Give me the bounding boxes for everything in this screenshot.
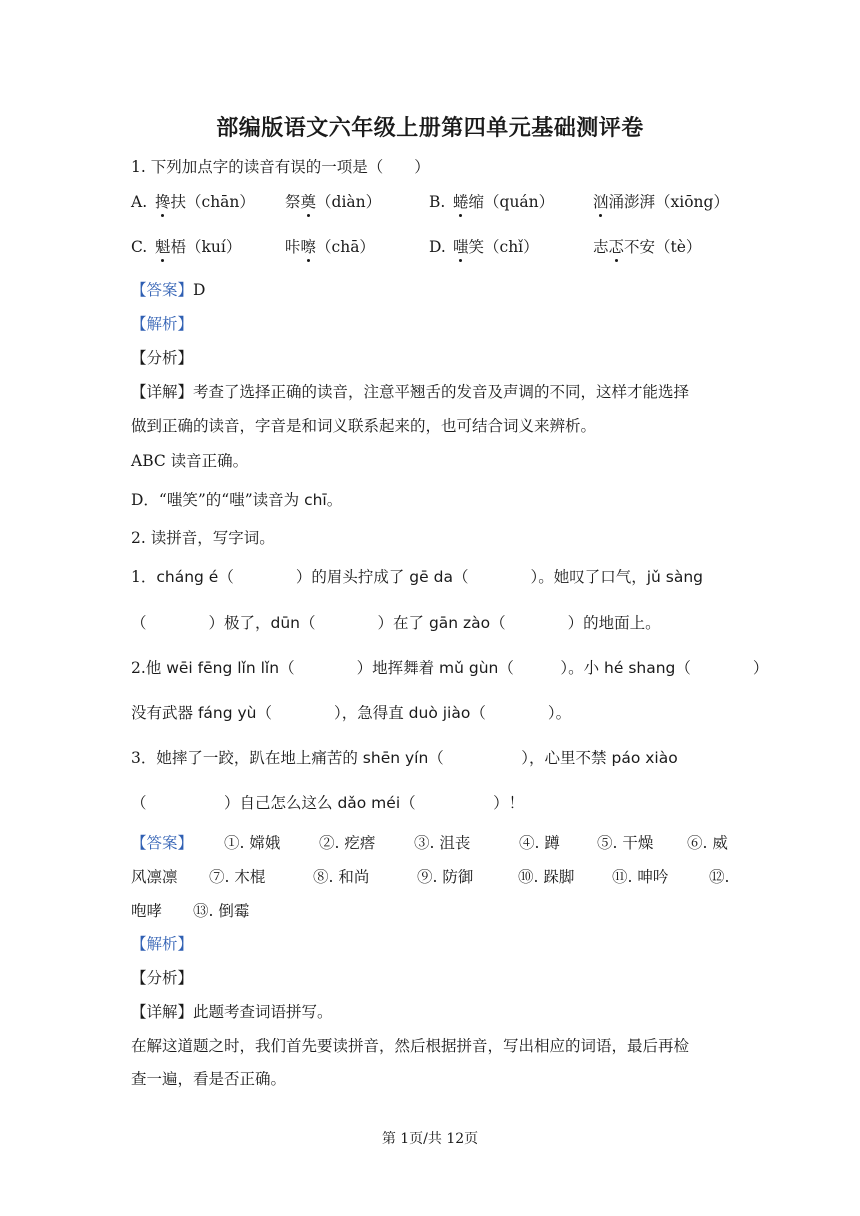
answer-item: ①. 嫦娥 — [224, 834, 281, 852]
question-1-stem: 1. 下列加点字的读音有误的一项是（ ） — [131, 158, 430, 176]
option-a-label: A. — [131, 193, 148, 211]
q2-detail-line-2: 在解这道题之时，我们首先要读拼音，然后根据拼音，写出相应的词语，最后再检 — [131, 1037, 690, 1055]
option-b-word-2: 汹涌澎湃（xiōng） — [593, 193, 729, 211]
answer-item: ⑧. 和尚 — [313, 868, 370, 886]
answer-item: ④. 蹲 — [519, 834, 560, 852]
dotted-char: 汹 — [593, 193, 609, 211]
option-d-word-1: 嗤笑（chǐ） — [453, 238, 539, 256]
pinyin: chī — [304, 491, 327, 509]
q1-d-note: D．“嗤笑”的“嗤”读音为 chī。 — [131, 491, 343, 509]
q2-detail-line-3: 查一遍，看是否正确。 — [131, 1070, 287, 1088]
dotted-char: 忑 — [608, 238, 625, 256]
detail-tag: 【详解】 — [131, 1003, 194, 1021]
q2-sentence-2-line-2: 没有武器 fáng yù（ ），急得直 duò jiào（ ）。 — [131, 704, 572, 722]
option-a-word-1: 搀扶（chān） — [155, 193, 255, 211]
q1-detail-line-1: 【详解】考查了选择正确的读音，注意平翘舌的发音及声调的不同，这样才能选择 — [131, 383, 690, 401]
answer-tag: 【答案】 — [131, 834, 194, 852]
option-a-word-2: 祭奠（diàn） — [285, 193, 382, 211]
dotted-char: 嚓 — [300, 238, 317, 256]
page-title: 部编版语文六年级上册第四单元基础测评卷 — [216, 115, 644, 141]
dotted-char: 搀 — [155, 193, 171, 211]
q2-sentence-3-line-1: 3．她摔了一跤，趴在地上痛苦的 shēn yín（ ），心里不禁 páo xiào — [131, 749, 678, 767]
answer-tag: 【答案】 — [131, 281, 194, 299]
answer-item: ②. 疙瘩 — [319, 834, 376, 852]
answer-item: ⑪. 呻吟 — [612, 868, 669, 886]
dotted-char: 魁 — [155, 238, 171, 256]
option-b-word-1: 蜷缩（quán） — [453, 193, 555, 211]
q2-detail-line-1: 【详解】此题考查词语拼写。 — [131, 1003, 333, 1021]
q1-row-cd — [131, 236, 731, 260]
q1-fenxi-tag: 【分析】 — [131, 349, 194, 367]
option-c-word-1: 魁梧（kuí） — [155, 238, 242, 256]
option-b-label: B. — [429, 193, 446, 211]
page-footer: 第 1页/共 12页 — [381, 1131, 479, 1147]
q2-analysis-tag: 【解析】 — [131, 935, 194, 953]
question-2-stem: 2. 读拼音，写字词。 — [131, 529, 275, 547]
answer-item: ⑨. 防御 — [417, 868, 474, 886]
answer-item: ⑤. 干燥 — [597, 834, 654, 852]
q1-answer — [131, 279, 205, 301]
q2-answer-line-1 — [131, 832, 731, 854]
answer-item: 咆哮 — [131, 902, 163, 920]
detail-tag: 【详解】 — [131, 383, 194, 401]
q1-abc-note: ABC 读音正确。 — [131, 452, 249, 470]
answer-item: ⑥. 威 — [687, 834, 728, 852]
answer-item: 风凛凛 — [131, 868, 178, 886]
answer-item: ⑫. — [709, 868, 730, 886]
q2-sentence-3-line-2: （ ）自己怎么这么 dǎo méi（ ）！ — [131, 794, 525, 812]
q2-fenxi-tag: 【分析】 — [131, 969, 194, 987]
answer-item: ③. 沮丧 — [414, 834, 471, 852]
dotted-char: 嗤 — [453, 238, 469, 256]
q2-answer-line-3 — [131, 900, 731, 922]
q1-row-ab — [131, 191, 731, 215]
q2-sentence-2-line-1: 2.他 wēi fēng lǐn lǐn（ ）地挥舞着 mǔ gùn（ ）。小 hé shang（ ） — [131, 659, 769, 677]
q2-sentence-1-line-1: 1．cháng é（ ）的眉头拧成了 gē da（ ）。她叹了口气，jǔ sàng — [131, 568, 703, 586]
answer-item: ⑬. 倒霉 — [193, 902, 250, 920]
q2-sentence-1-line-2: （ ）极了，dūn（ ）在了 gān zào（ ）的地面上。 — [131, 614, 661, 632]
answer-item: ⑩. 跺脚 — [518, 868, 575, 886]
dotted-char: 奠 — [300, 193, 317, 211]
option-d-label: D. — [429, 238, 446, 256]
answer-value: D — [193, 281, 206, 299]
q2-answer-line-2 — [131, 866, 731, 888]
option-c-label: C. — [131, 238, 148, 256]
option-c-word-2: 咔嚓（chā） — [285, 238, 375, 256]
option-d-word-2: 志忑不安（tè） — [593, 238, 702, 256]
q1-detail-line-2: 做到正确的读音，字音是和词义联系起来的，也可结合词义来辨析。 — [131, 417, 597, 435]
dotted-char: 蜷 — [453, 193, 469, 211]
answer-item: ⑦. 木棍 — [209, 868, 266, 886]
q1-analysis-tag: 【解析】 — [131, 315, 194, 333]
